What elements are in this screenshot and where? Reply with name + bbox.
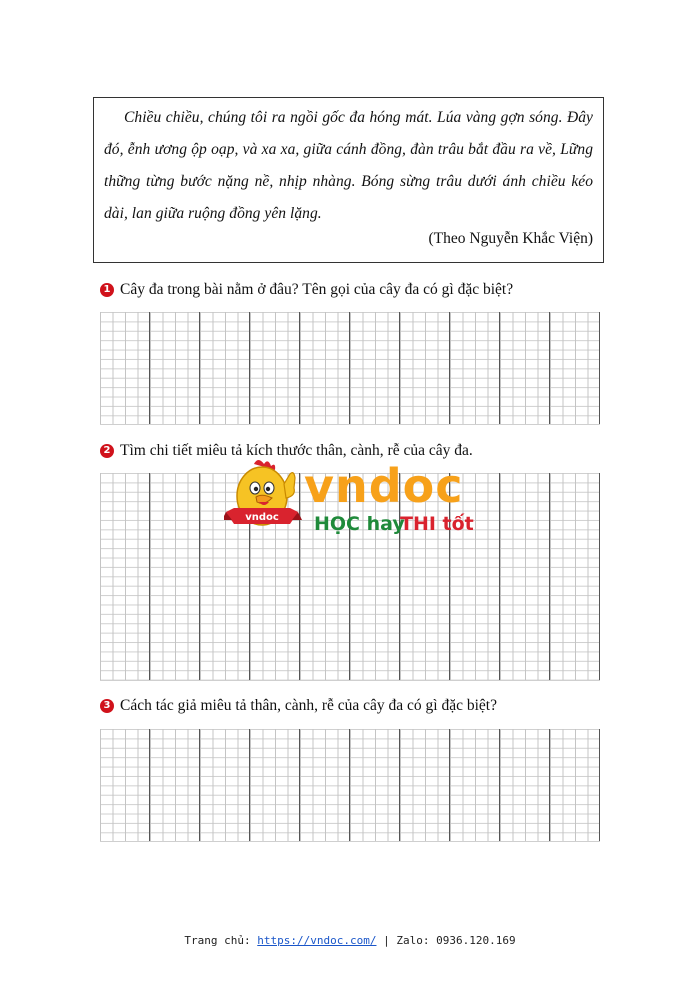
passage-text: Chiều chiều, chúng tôi ra ngồi gốc đa hóng mát. Lúa vàng gợn sóng. Đây đó, ễnh ương ộp oạp, và xa xa, giữa cánh đồng, đàn trâu bắt đầu ra về, Lững thững từng bước nặng nề, nhịp nhàng. Bóng sừng trâu dưới ánh chiều kéo dài, lan giữa ruộng đồng yên lặng. <box>104 109 593 222</box>
passage-source: (Theo Nguyễn Khắc Viện) <box>428 230 593 247</box>
question-text-2: Tìm chi tiết miêu tả kích thước thân, cành, rễ của cây đa. <box>120 442 473 459</box>
writing-grid-3[interactable] <box>100 729 600 842</box>
watermark-brand: vndoc <box>304 459 464 513</box>
writing-grid-1[interactable] <box>100 312 600 425</box>
footer-separator: | <box>376 934 397 947</box>
footer-zalo: Zalo: 0936.120.169 <box>396 934 516 947</box>
question-text-3: Cách tác giả miêu tả thân, cành, rễ của cây đa có gì đặc biệt? <box>120 697 497 714</box>
question-1 <box>100 280 513 300</box>
question-number-3: 3 <box>100 699 114 713</box>
footer-prefix: Trang chủ: <box>184 934 258 947</box>
question-number-2: 2 <box>100 444 114 458</box>
vndoc-watermark-logo <box>224 458 486 540</box>
mascot-icon <box>224 460 302 525</box>
footer-homepage-link[interactable]: https://vndoc.com/ <box>257 934 377 947</box>
question-3 <box>100 696 497 716</box>
page-footer <box>0 934 700 947</box>
passage-box <box>93 97 604 263</box>
question-text-1: Cây đa trong bài nằm ở đâu? Tên gọi của cây đa có gì đặc biệt? <box>120 281 514 298</box>
watermark-slogan-2: THI tốt <box>400 513 474 535</box>
ribbon-label: vndoc <box>245 512 279 523</box>
watermark-slogan-1: HỌC hay <box>314 513 405 535</box>
question-number-1: 1 <box>100 283 114 297</box>
